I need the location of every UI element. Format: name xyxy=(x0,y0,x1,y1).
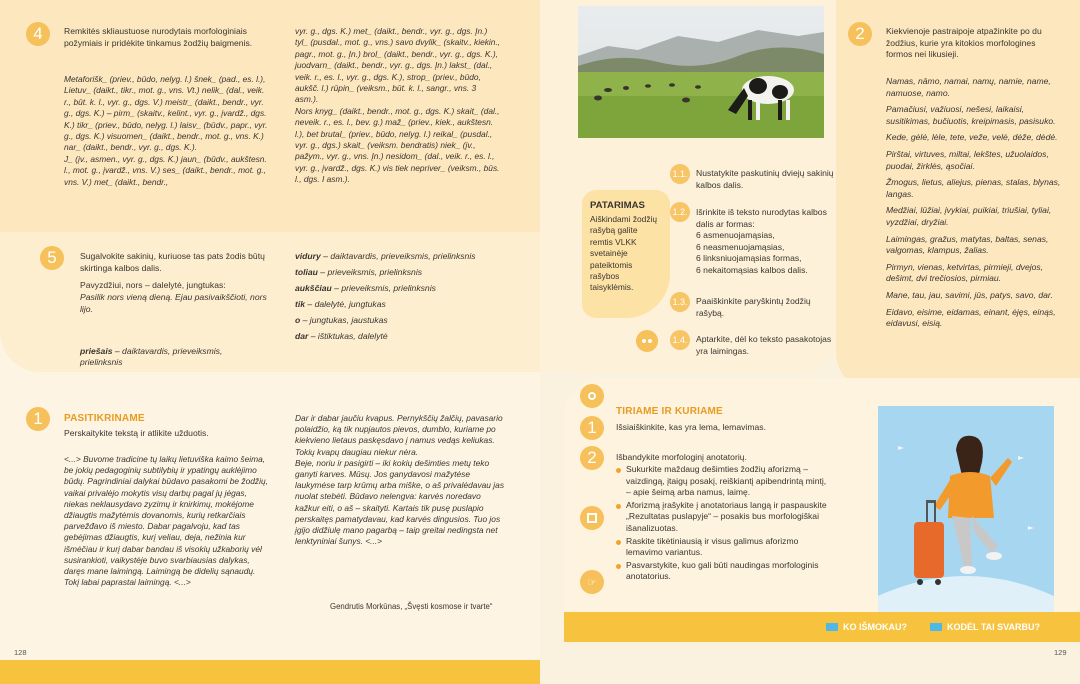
task1-text-col1: <...> Buvome tradicine tų laikų lietuviška kaimo šeima, be jokių pedagoginių subtilybių ir ypatingų auklėjimo būdų. Pagrindiniai dalykai būdavo pasakomi be žodžių, vaikai privalėjo mokytis visų darbų pagal jų jėgas, niekas neklausydavo zyzimų ir knirkimų, mokėjome džiaugtis mažytėmis dovanomis, kurių retkarčiais parvežđavo iš miesto. Dabar pagalvoju, kad tas gebėjimas džiaugtis, kurį veliau, deja, nežinia kur išmėčiau ir kurį dabar bandau iš visokių užkaborių vėl susirankioti, vaikystėje buvo svarbiausias dalykas, daręs mane laimingą. Laimingą be didelių sąnaudų. Tokį labai paprastai laimingą. <...> xyxy=(64,454,268,588)
task5-word1-entry xyxy=(80,334,260,369)
screen-capture-icon xyxy=(580,506,604,530)
footer-tag-learned-label: KO IŠMOKAU? xyxy=(843,622,907,632)
task5-item-word: toliau xyxy=(295,266,318,277)
research-item1-number: 1 xyxy=(580,416,604,440)
step-text: Išrinkite iš teksto nurodytas kalbos dalis ar formas: 6 asmenuojamąsias, 6 neasmenuojamąsias, 6 linksniuojamąsias formas, 6 nekaitomąsias kalbos dalis. xyxy=(696,207,827,275)
research-bullet: Sukurkite maždaug dešimties žodžių aforizmą – vaizdingą, įtaigų posakį, reiškiantį apibendrintą mintį, – apie šeimą arba namus, laimę. xyxy=(616,464,830,499)
task1-instruction: Perskaitykite tekstą ir atlikite užduotis. xyxy=(64,428,209,438)
cows-photo-image xyxy=(578,6,824,138)
task1-heading: PASITIKRINAME xyxy=(64,413,145,424)
task5-item-desc: – dalelytė, jungtukas xyxy=(305,298,386,309)
traveler-image xyxy=(878,406,1054,612)
task5-example-text: Pasilik nors vieną dieną. Ejau pasivaikščioti, nors lijo. xyxy=(80,292,267,314)
task5-item-desc: – jungtukas, jaustukas xyxy=(300,314,388,325)
task5-item xyxy=(295,315,515,327)
task2-paragraph: Mane, tau, jau, savimi, jūs, patys, savo, dar. xyxy=(886,289,1053,300)
task5-item-word: dar xyxy=(295,330,309,341)
task4-text-col1: Metaforišk_ (priev., būdo, nelyg. l.) šnek_ (pad., es. l.), Lietuv_ (daikt., tikr., mot. g., vns. Vt.) nelik_ (dal., veik. r., būt. k. l., vyr. g., dgs. V.) meistr_ (daikt., bendr., vyr. g., dgs. K.) – pirm_ (skaitv., kelint., vyr. g., įvardž., dgs. K.) tikr_ (priev., būdo, nelyg. l.) laisv_ (būdv., papr., vyr. g., dgs. K.) visuomen_ (daikt., bendr., mot. g., vns. K.) nar_ (daikt., bendr., vyr. g., dgs. K.). J_ (įv., asmen., vyr. g., dgs. K.) jaun_ (būdv., aukštesn. l., mot. g., įvardž., vns. V.) ses_ (daikt., bendr., mot. g., vns. V.) met_ (daikt., bendr., xyxy=(64,74,268,187)
task5-item xyxy=(295,251,515,263)
task5-item-desc: – ištiktukas, dalelytė xyxy=(308,330,388,341)
task2-paragraph: Pamačiusi, važiuosi, nešesi, laikaisi, susitikimas, bučiuotis, kreipimasis, pasisuko. xyxy=(886,104,1056,126)
page-number-left: 128 xyxy=(14,648,27,657)
task5-item xyxy=(295,331,515,343)
task5-word-list xyxy=(295,251,515,347)
square-icon xyxy=(930,623,942,631)
task5-example-label: Pavyzdžiui, nors – dalelytė, jungtukas: xyxy=(80,280,226,290)
task5-item-word: tik xyxy=(295,298,306,309)
research-item2-number: 2 xyxy=(580,446,604,470)
task5-instruction: Sugalvokite sakinių, kuriuose tas pats žodis būtų skirtinga kalbos dalis. xyxy=(80,251,265,273)
task5-word1: priešais xyxy=(80,345,113,356)
page-number-right: 129 xyxy=(1054,648,1067,657)
task4-instruction: Remkitės skliaustuose nurodytais morfologiniais požymiais ir pridėkite tinkamus žodžių baigmenis. xyxy=(64,26,253,48)
task2-paragraphs xyxy=(886,76,1062,335)
task5-item-word: aukščiau xyxy=(295,282,332,293)
step-text: Paaiškinkite paryškintų žodžių rašybą. xyxy=(696,296,811,318)
task5-item-word: o xyxy=(295,314,301,325)
research-bullets xyxy=(616,464,830,584)
task2-paragraph: Kede, gėlė, lėle, tete, veže, velė, dėže, dėdė. xyxy=(886,132,1058,143)
research-icon xyxy=(580,384,604,408)
task2-paragraph: Pirštai, virtuves, miltai, lekštes, užuolaidos, puodai, žirklės, ąsočiai. xyxy=(886,148,1049,171)
footer-tag-learned[interactable] xyxy=(826,622,907,632)
task2-paragraph: Eidavo, eisime, eidamas, einant, ėjęs, einąs, eidavusi, eisią. xyxy=(886,306,1056,329)
task1-text-col2: Dar ir dabar jaučiu kvapus. Pernykščių žalčių, pavasario polaidžio, ką tik nupjautos pievos, dumblo, kuriame po kiekvieno lietaus paskęsdavo į namus vedąs keliukas. Tokių kvapų daugiau niekur nėra. Beje, noriu ir pasigirti – iki kokių dešimties metų teko ganyti karves. Mūsų. Jos ganydavosi mažytėse laukymėse tarp krūmų arba miške, o aš privalėdavau jas nuolat stebėti. Būdavo nelengva: karvės noredavo kažkur eiti, o aš – skaityti. Kartais tik pusę puslapio perskaitęs pamatydavau, kad karvės dingusios. Tuo jos įgijo didžiulę mano pagarbą – taip greitai nedingsta net lenktyniniai šunys. <...> xyxy=(295,413,505,547)
pointer-icon: ☞ xyxy=(580,570,604,594)
research-bullet: Aforizmą įrašykite į anotatoriaus langą ir paspauskite „Rezultatas puslapyje“ – posakis bus morfologiškai išanalizuotas. xyxy=(616,500,830,535)
task5-item-desc: – prieveiksmis, prielinksnis xyxy=(317,266,423,277)
task5-item xyxy=(295,283,515,295)
task5-number: 5 xyxy=(40,246,64,270)
task2-paragraph: Medžiai, lūžiai, įvykiai, puikiai, triušiai, tyliai, vyzdžiai, dryžiai. xyxy=(886,205,1052,227)
step-number: 1.4. xyxy=(670,330,690,350)
task4-text-col2: vyr. g., dgs. K.) met_ (daikt., bendr., vyr. g., dgs. Įn.) tyl_ (pusdal., mot. g., vns.) savo dvylik_ (skaitv., kiekin., pagr., mot. g., Įn.) brol_ (daikt., bendr., vyr. g., dgs. K.), juodvarn_ (daikt., bendr., vyr. g., dgs. Įn.) lakst_ (dal., veik. r., es. l., vyr. g., dgs. K.), strop_ (priev., būdo, aukšč. l.) rūpin_ (veiksm., būt. k. l., sangr., vns. 3 asm.). Nors knyg_ (daikt., bendr., mot. g., dgs. K.) skait_ (dal., neveik. r., es. l., bev. g.) maž_ (priev., kiek., aukštesn. l.), bet brutal_ (priev., būdo, nelyg. l.) reikal_ (pusdal., vyr. g., dgs.) skait_ (veiksm. bendratis) niek_ (įv., pažym., vyr. g., vns. Įn.) nesidom_ (dal., veik. r., es. l., vyr. g., įvardž., dgs. K.) vis tiek nepriver_ (veiksm., būs. l., dgs. I asm.). xyxy=(295,26,501,185)
task4-number: 4 xyxy=(26,22,50,46)
task5-word1-desc: – daiktavardis, prieveiksmis, prielinksnis xyxy=(80,345,223,368)
research-item2: Išbandykite morfologinį anotatorių. xyxy=(616,452,747,462)
task2-paragraph: Laimingas, gražus, matytas, baltas, senas, valgomas, klampus, žalias. xyxy=(886,233,1049,256)
task5-item-word: vidury xyxy=(295,251,321,261)
step-text: Aptarkite, dėl ko teksto pasakotojas yra laimingas. xyxy=(696,334,832,356)
right-page xyxy=(540,0,1080,684)
task5-item-desc: – prieveiksmis, prielinksnis xyxy=(331,282,436,293)
step-text: Nustatykite paskutinių dviejų sakinių kalbos dalis. xyxy=(696,168,834,190)
task2-paragraph: Namas, nāmo, namai, namų, namie, name, namuose, namo. xyxy=(886,76,1051,98)
footer-tag-importance-label: KODĖL TAI SVARBU? xyxy=(947,622,1041,632)
left-bottom-bar xyxy=(0,660,540,684)
step-number: 1.2. xyxy=(670,202,690,222)
research-bullet: Pasvarstykite, kuo gali būti naudingas morfologinis anotatorius. xyxy=(616,560,830,583)
task5-item-desc: – daiktavardis, prieveiksmis, prielinksnis xyxy=(320,251,476,261)
task2-instruction: Kiekvienoje pastraipoje atpažinkite po du žodžius, kurie yra kitokios morfologines formos nei likusieji. xyxy=(886,26,1042,60)
discussion-icon xyxy=(636,330,658,352)
task1-number: 1 xyxy=(26,407,50,431)
step-number: 1.3. xyxy=(670,292,690,312)
traveler-photo xyxy=(878,406,1054,612)
task5-item xyxy=(295,267,515,279)
research-heading: TIRIAME IR KURIAME xyxy=(616,406,723,417)
task5-item xyxy=(295,299,515,311)
task2-number: 2 xyxy=(848,22,872,46)
footer-tag-importance[interactable] xyxy=(930,622,1040,632)
tips-text: Aiškindami žodžių rašybą galite remtis VLKK svetainėje pateiktomis rašybos taisyklėmis. xyxy=(590,214,658,293)
research-item1: Išsiaiškinkite, kas yra lema, lemavimas. xyxy=(616,422,766,432)
tips-title: PATARIMAS xyxy=(590,200,645,211)
square-icon xyxy=(826,623,838,631)
task2-paragraph: Žmogus, lietus, aliejus, pienas, stalas, blynas, langas. xyxy=(886,177,1061,199)
research-bullet: Raskite tikėtiniausią ir visus galimus aforizmo lemavimo variantus. xyxy=(616,536,830,559)
step-number: 1.1. xyxy=(670,164,690,184)
task1-source: Gendrutis Morkūnas, „Švęsti kosmose ir tvarte“ xyxy=(330,602,493,611)
cows-photo xyxy=(578,6,824,138)
task2-paragraph: Pirmyn, vienas, ketvirtas, pirmieji, dvejos, dešimt, dvi trečiosios, pirmiau. xyxy=(886,261,1044,284)
